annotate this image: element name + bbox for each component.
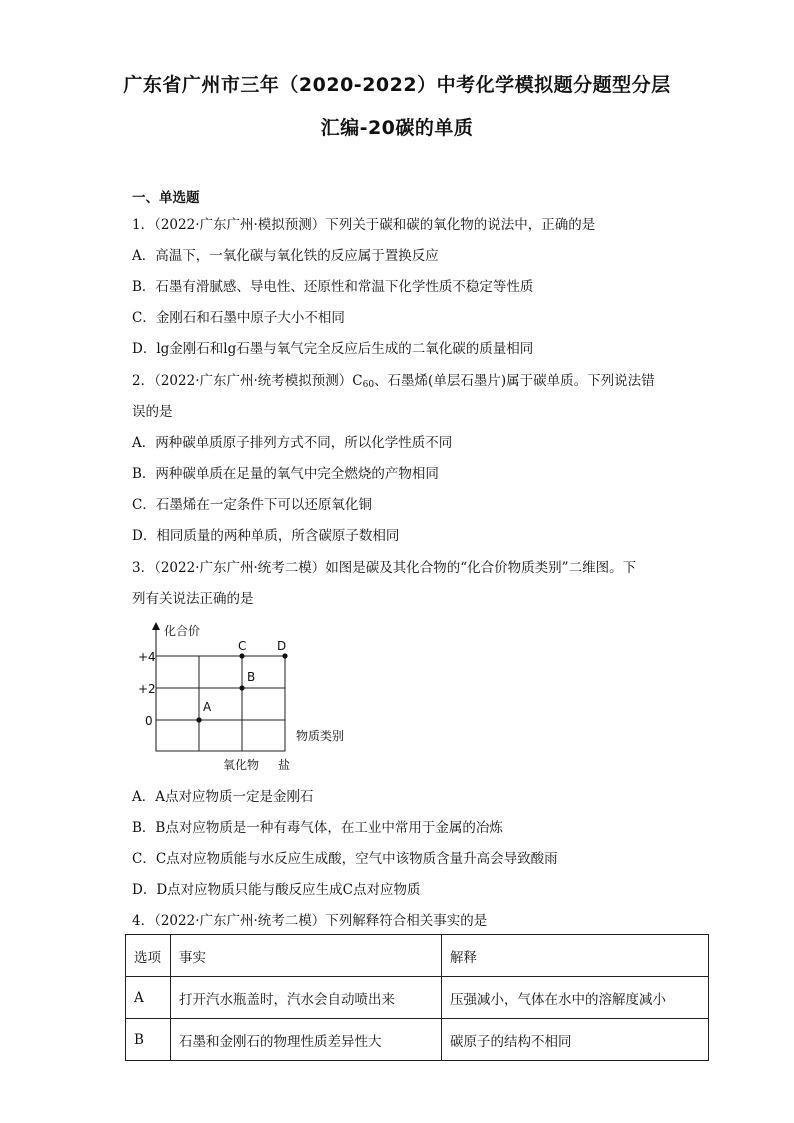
q2-option-c: C．石墨烯在一定条件下可以还原氧化铜: [132, 497, 372, 513]
q3-option-b: B．B点对应物质是一种有毒气体，在工业中常用于金属的冶炼: [132, 820, 503, 836]
point-label-b: B: [247, 670, 256, 684]
table-cell-option: A: [126, 977, 171, 1019]
point-c: [239, 653, 244, 658]
x-tick-label: 氧化物: [223, 758, 260, 772]
q2-stem-part-b: 、石墨烯(单层石墨片)属于碳单质。下列说法错: [374, 373, 655, 389]
q1-option-d: D．lg金刚石和lg石墨与氧气完全反应后生成的二氧化碳的质量相同: [132, 341, 534, 357]
point-label-a: A: [203, 700, 212, 714]
point-label-d: D: [277, 639, 287, 653]
q3-option-c: C．C点对应物质能与水反应生成酸，空气中该物质含量升高会导致酸雨: [132, 851, 558, 867]
header-explanation: 解释: [442, 935, 709, 977]
header-option: 选项: [126, 935, 171, 977]
y-tick-label: 0: [145, 714, 153, 728]
document-title-line-1: 广东省广州市三年（2020-2022）中考化学模拟题分题型分层: [123, 74, 671, 96]
q1-option-a: A．高温下，一氧化碳与氧化铁的反应属于置换反应: [132, 248, 439, 264]
q2-option-d: D．相同质量的两种单质，所含碳原子数相同: [132, 528, 400, 544]
point-a: [196, 717, 201, 722]
q1-option-c: C．金刚石和石墨中原子大小不相同: [132, 310, 345, 326]
chart-grid: [156, 656, 285, 751]
q1-option-b: B．石墨有滑腻感、导电性、还原性和常温下化学性质不稳定等性质: [132, 279, 534, 295]
q2-option-b: B．两种碳单质在足量的氧气中完全燃烧的产物相同: [132, 466, 439, 482]
section-heading: 一、单选题: [132, 190, 200, 206]
q3-stem-line-2: 列有关说法正确的是: [132, 591, 254, 607]
document-title-line-2: 汇编-20碳的单质: [320, 117, 474, 139]
y-tick-label: +4: [138, 650, 156, 664]
table-cell-explanation: 碳原子的结构不相同: [442, 1019, 709, 1061]
point-b: [239, 685, 244, 690]
point-label-c: C: [238, 639, 247, 653]
table-cell-fact: 打开汽水瓶盖时，汽水会自动喷出来: [171, 977, 442, 1019]
point-d: [282, 653, 287, 658]
q2-stem-part-a: 2．（2022·广东广州·统考模拟预测）C: [132, 373, 363, 389]
header-fact: 事实: [171, 935, 442, 977]
table-cell-explanation: 压强减小，气体在水中的溶解度减小: [442, 977, 709, 1019]
q3-option-d: D．D点对应物质只能与酸反应生成C点对应物质: [132, 882, 421, 898]
q4-table: [125, 934, 709, 1061]
q2-option-a: A．两种碳单质原子排列方式不同，所以化学性质不同: [132, 435, 453, 451]
table-header-row: [126, 935, 709, 977]
q1-stem: 1．（2022·广东广州·模拟预测）下列关于碳和碳的氧化物的说法中，正确的是: [132, 217, 596, 233]
q3-stem: 3．（2022·广东广州·统考二模）如图是碳及其化合物的“化合价物质类别”二维图。下: [132, 560, 637, 576]
q2-stem-subscript: 60: [362, 380, 375, 390]
y-tick-label: +2: [138, 682, 156, 696]
q2-stem-line-2: 误的是: [132, 404, 173, 420]
x-axis-label: 物质类别: [296, 729, 345, 743]
q3-option-a: A．A点对应物质一定是金刚石: [132, 789, 314, 805]
table-row: [126, 977, 709, 1019]
y-axis-label: 化合价: [164, 624, 201, 638]
q2-stem: [132, 369, 655, 390]
x-tick-label: 盐: [278, 758, 291, 772]
table-row: [126, 1019, 709, 1061]
table-cell-option: B: [126, 1019, 171, 1061]
q4-stem: 4．（2022·广东广州·统考二模）下列解释符合相关事实的是: [132, 913, 488, 929]
table-cell-fact: 石墨和金刚石的物理性质差异性大: [171, 1019, 442, 1061]
valence-category-chart: [130, 618, 390, 778]
